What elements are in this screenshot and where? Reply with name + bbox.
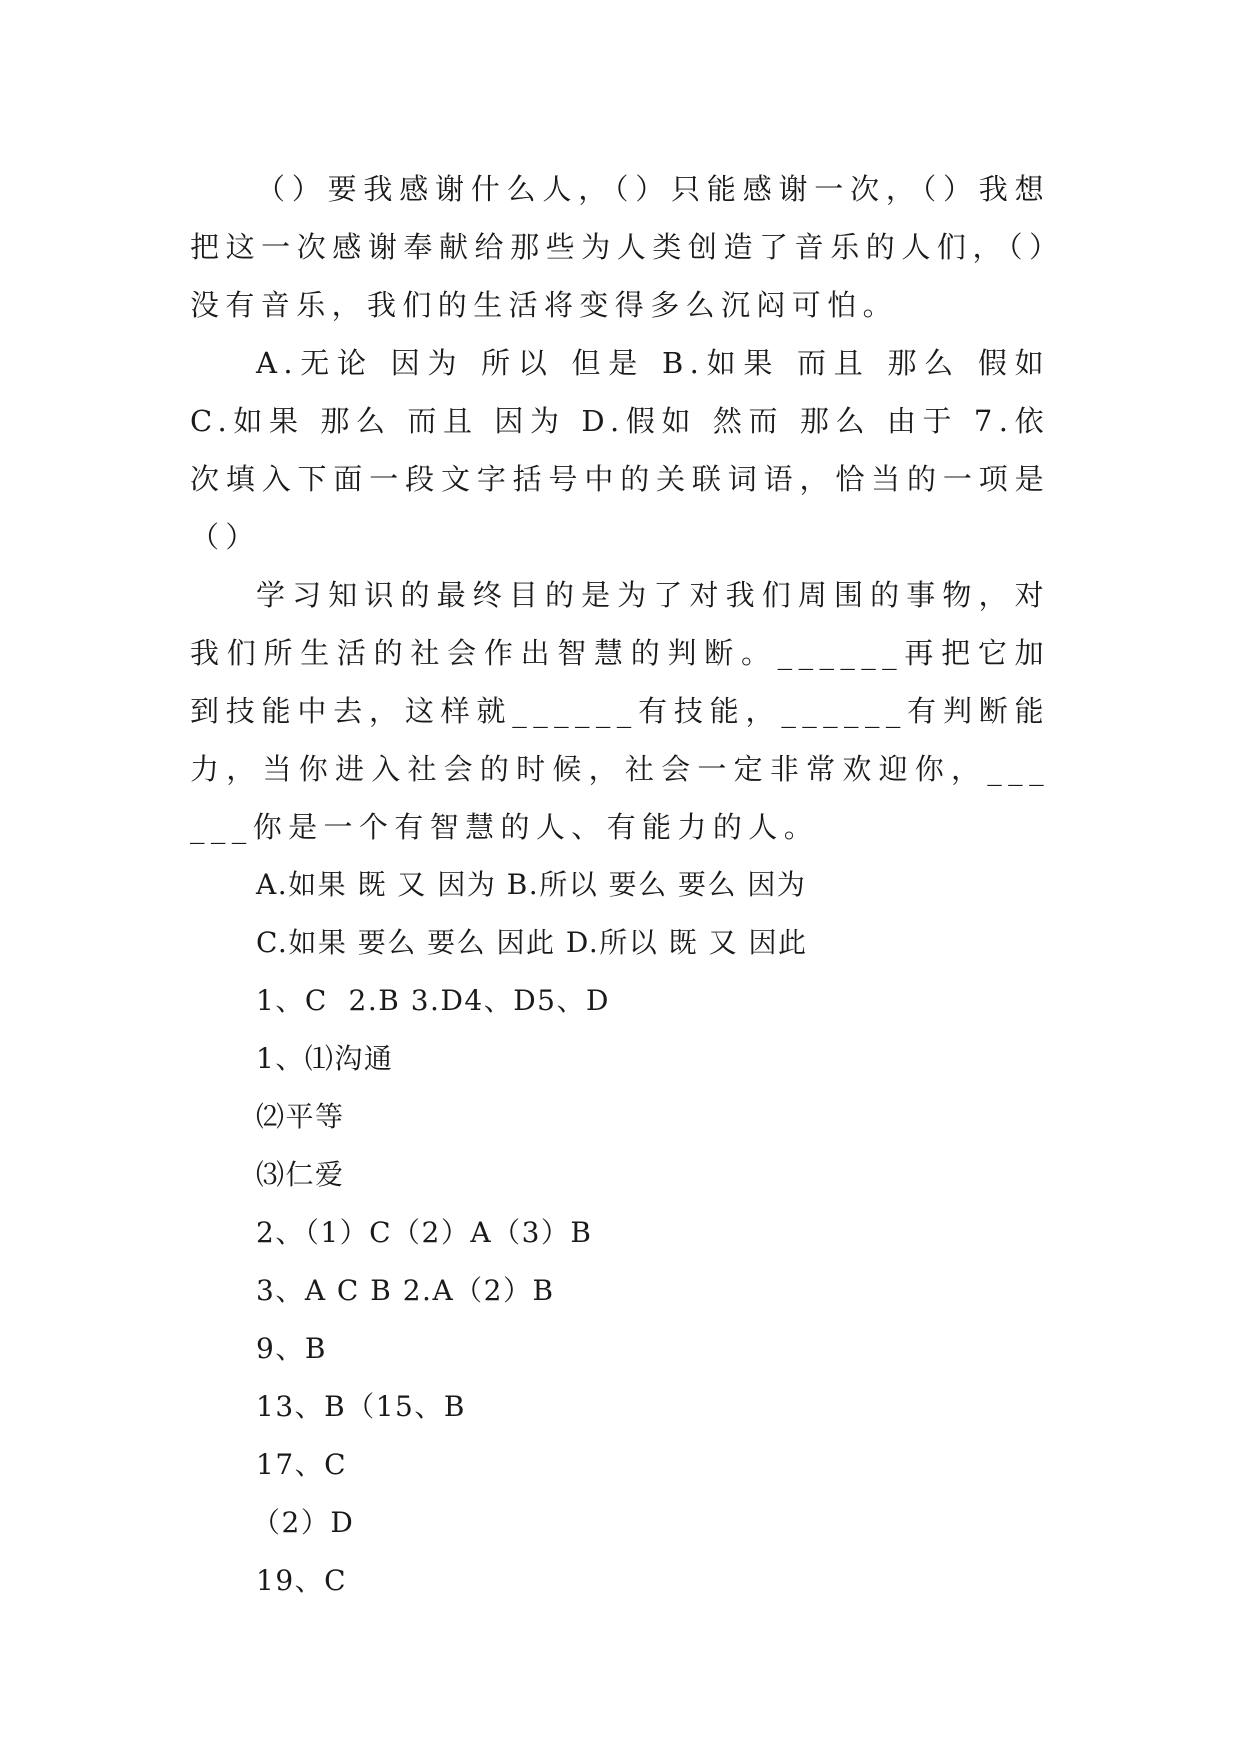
- answer-line: 3、A C B 2.A（2）B: [256, 1274, 555, 1307]
- answer-line: 13、B（15、B: [256, 1390, 466, 1423]
- answer-line: 17、C: [256, 1448, 348, 1481]
- document-page: [190, 160, 1050, 1610]
- answer-line: （2）D: [252, 1506, 355, 1539]
- answer-line: 9、B: [256, 1332, 327, 1365]
- answer-line: 1、C 2.B 3.D4、D5、D: [256, 984, 610, 1017]
- answer-line: 1、⑴沟通: [256, 1042, 394, 1075]
- answer-line: 19、C: [256, 1564, 348, 1597]
- passage-paragraph: 学习知识的最终目的是为了对我们周围的事物，对我们所生活的社会作出智慧的判断。______再把它加到技能中去，这样就______有技能，______有判断能力，当你进入社会的时候，社会一定非常欢迎你，______你是一个有智慧的人、有能力的人。: [190, 578, 1050, 844]
- option-line: C.如果 要么 要么 因此 D.所以 既 又 因此: [256, 926, 808, 959]
- answer-line: 2、（1）C（2）A（3）B: [256, 1216, 593, 1249]
- answer-line: ⑶仁爱: [256, 1158, 345, 1191]
- options-paragraph: A.无论 因为 所以 但是 B.如果 而且 那么 假如 C.如果 那么 而且 因为 D.假如 然而 那么 由于 7.依次填入下面一段文字括号中的关联词语，恰当的一项是（）: [190, 346, 1050, 554]
- question-paragraph: （）要我感谢什么人，（）只能感谢一次，（）我想把这一次感谢奉献给那些为人类创造了音乐的人们，（）没有音乐，我们的生活将变得多么沉闷可怕。: [190, 172, 1050, 322]
- answer-line: ⑵平等: [256, 1100, 345, 1133]
- option-line: A.如果 既 又 因为 B.所以 要么 要么 因为: [256, 868, 807, 901]
